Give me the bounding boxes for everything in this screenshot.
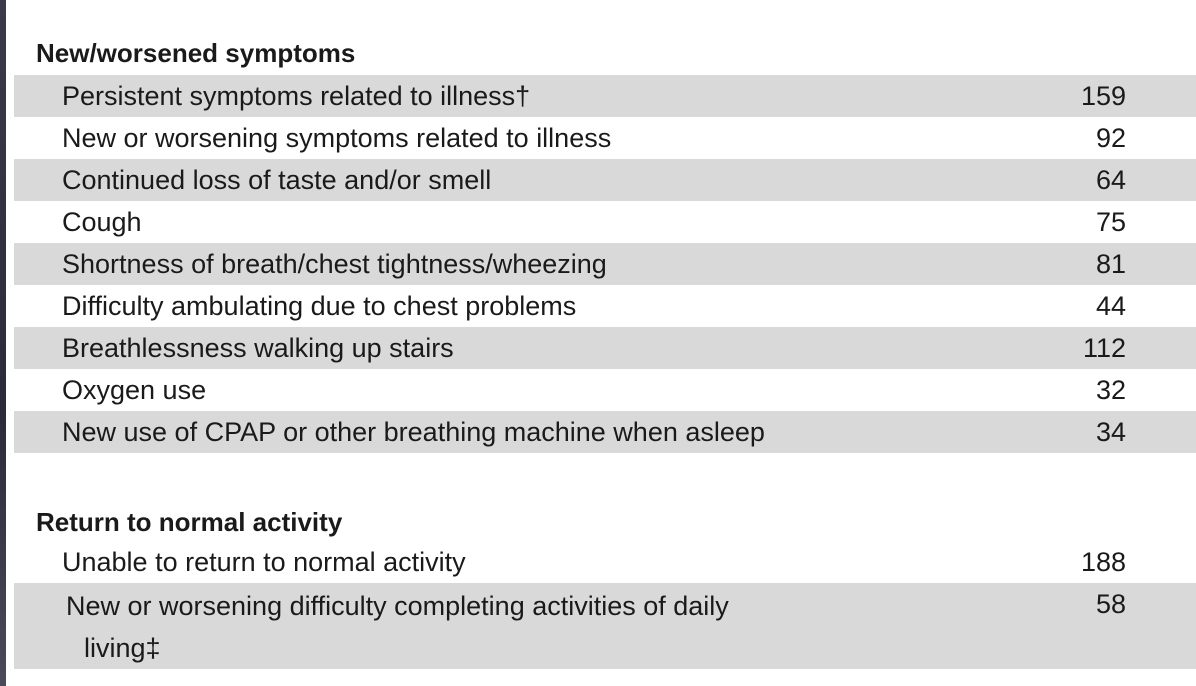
- row-label: Oxygen use: [62, 375, 207, 405]
- row-label: Unable to return to normal activity: [62, 547, 466, 577]
- row-label: Continued loss of taste and/or smell: [62, 165, 492, 195]
- row-label: Cough: [62, 207, 142, 237]
- row-value: 64: [1095, 165, 1126, 195]
- row-value: 112: [1082, 333, 1126, 363]
- row-value: 58: [1095, 589, 1126, 619]
- table-row: [14, 327, 1196, 369]
- table-row: [14, 285, 1196, 327]
- row-label: [66, 585, 926, 669]
- table-row: [14, 541, 1196, 583]
- row-label: New use of CPAP or other breathing machine when asleep: [62, 417, 765, 447]
- table-row: [14, 159, 1196, 201]
- row-label: Persistent symptoms related to illness†: [62, 81, 531, 111]
- row-value: 188: [1080, 547, 1126, 577]
- row-value: 159: [1080, 81, 1126, 111]
- section-header-activity: Return to normal activity: [36, 507, 343, 537]
- table-row: [14, 243, 1196, 285]
- row-value: 34: [1095, 417, 1126, 447]
- table-row: [14, 411, 1196, 453]
- row-label-line1: New or worsening difficulty completing activities of daily: [66, 591, 729, 621]
- frame-edge: [0, 0, 6, 686]
- table-row: [14, 75, 1196, 117]
- row-value: 92: [1095, 123, 1126, 153]
- table-row: [14, 117, 1196, 159]
- row-value: 75: [1095, 207, 1126, 237]
- row-value: 44: [1095, 291, 1126, 321]
- row-value: 32: [1095, 375, 1126, 405]
- table-row: [14, 583, 1196, 669]
- row-label: Breathlessness walking up stairs: [62, 333, 454, 363]
- section-header-symptoms: New/worsened symptoms: [36, 38, 356, 68]
- row-value: 81: [1095, 249, 1126, 279]
- row-label: New or worsening symptoms related to illness: [62, 123, 612, 153]
- row-label: Shortness of breath/chest tightness/wheezing: [62, 249, 607, 279]
- table-row: [14, 201, 1196, 243]
- row-label: Difficulty ambulating due to chest problems: [62, 291, 577, 321]
- row-label-line2: living‡: [84, 633, 161, 663]
- table-row: [14, 369, 1196, 411]
